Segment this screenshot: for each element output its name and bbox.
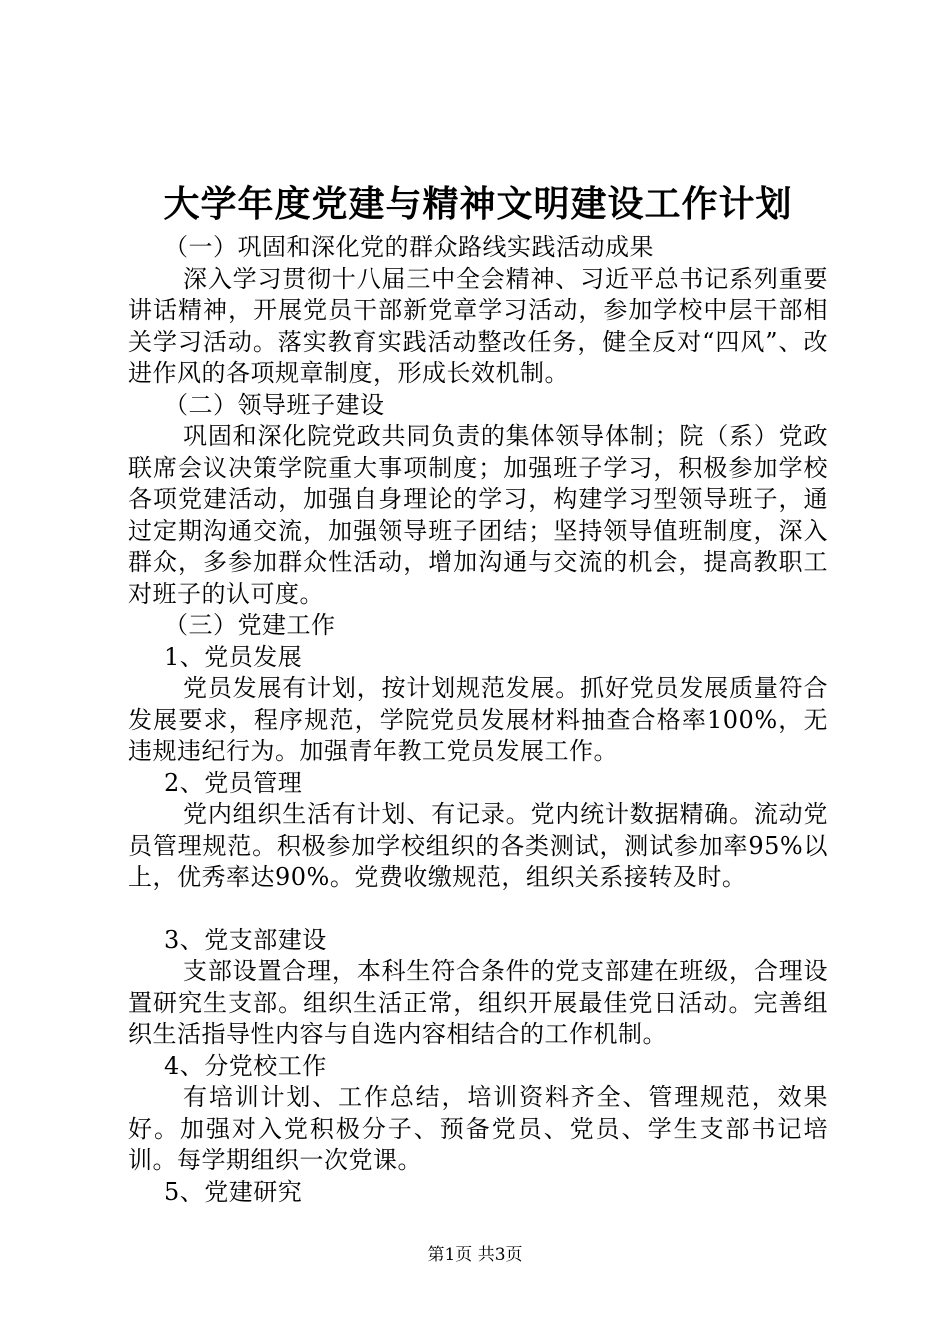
body-paragraph: 支部设置合理，本科生符合条件的党支部建在班级，合理设置研究生支部。组织生活正常，组织开展最佳党日活动。完善组织生活指导性内容与自选内容相结合的工作机制。 (128, 957, 828, 1048)
subsection-heading: 3、党支部建设 (164, 925, 327, 954)
body-paragraph: 巩固和深化院党政共同负责的集体领导体制；院（系）党政联席会议决策学院重大事项制度；加强班子学习，积极参加学校各项党建活动，加强自身理论的学习，构建学习型领导班子，通过定期沟通交流，加强领导班子团结；坚持领导值班制度，深入群众，多参加群众性活动，增加沟通与交流的机会，提高教职工对班子的认可度。 (128, 422, 828, 608)
body-paragraph: 党员发展有计划，按计划规范发展。抓好党员发展质量符合发展要求，程序规范，学院党员发展材料抽查合格率100%，无违规违纪行为。加强青年教工党员发展工作。 (128, 674, 828, 765)
section-heading: （二）领导班子建设 (164, 390, 385, 419)
subsection-heading: 1、党员发展 (164, 642, 303, 671)
section-heading: （一）巩固和深化党的群众路线实践活动成果 (164, 233, 654, 261)
body-paragraph: 有培训计划、工作总结，培训资料齐全、管理规范，效果好。加强对入党积极分子、预备党员、党员、学生支部书记培训。每学期组织一次党课。 (128, 1083, 828, 1174)
blank-line (128, 894, 828, 925)
subsection-heading: 5、党建研究 (164, 1177, 303, 1206)
page-number-footer: 第1页 共3页 (427, 1245, 523, 1265)
document-page (128, 180, 828, 1208)
subsection-heading: 4、分党校工作 (164, 1051, 327, 1080)
body-paragraph: 党内组织生活有计划、有记录。党内统计数据精确。流动党员管理规范。积极参加学校组织的各类测试，测试参加率95%以上，优秀率达90%。党费收缴规范，组织关系接转及时。 (128, 800, 828, 891)
section-heading: （三）党建工作 (164, 611, 336, 639)
document-title: 大学年度党建与精神文明建设工作计划 (163, 183, 793, 225)
body-paragraph: 深入学习贯彻十八届三中全会精神、习近平总书记系列重要讲话精神，开展党员干部新党章学习活动，参加学校中层干部相关学习活动。落实教育实践活动整改任务，健全反对“四风”、改进作风的各项规章制度，形成长效机制。 (128, 264, 828, 387)
subsection-heading: 2、党员管理 (164, 768, 303, 797)
